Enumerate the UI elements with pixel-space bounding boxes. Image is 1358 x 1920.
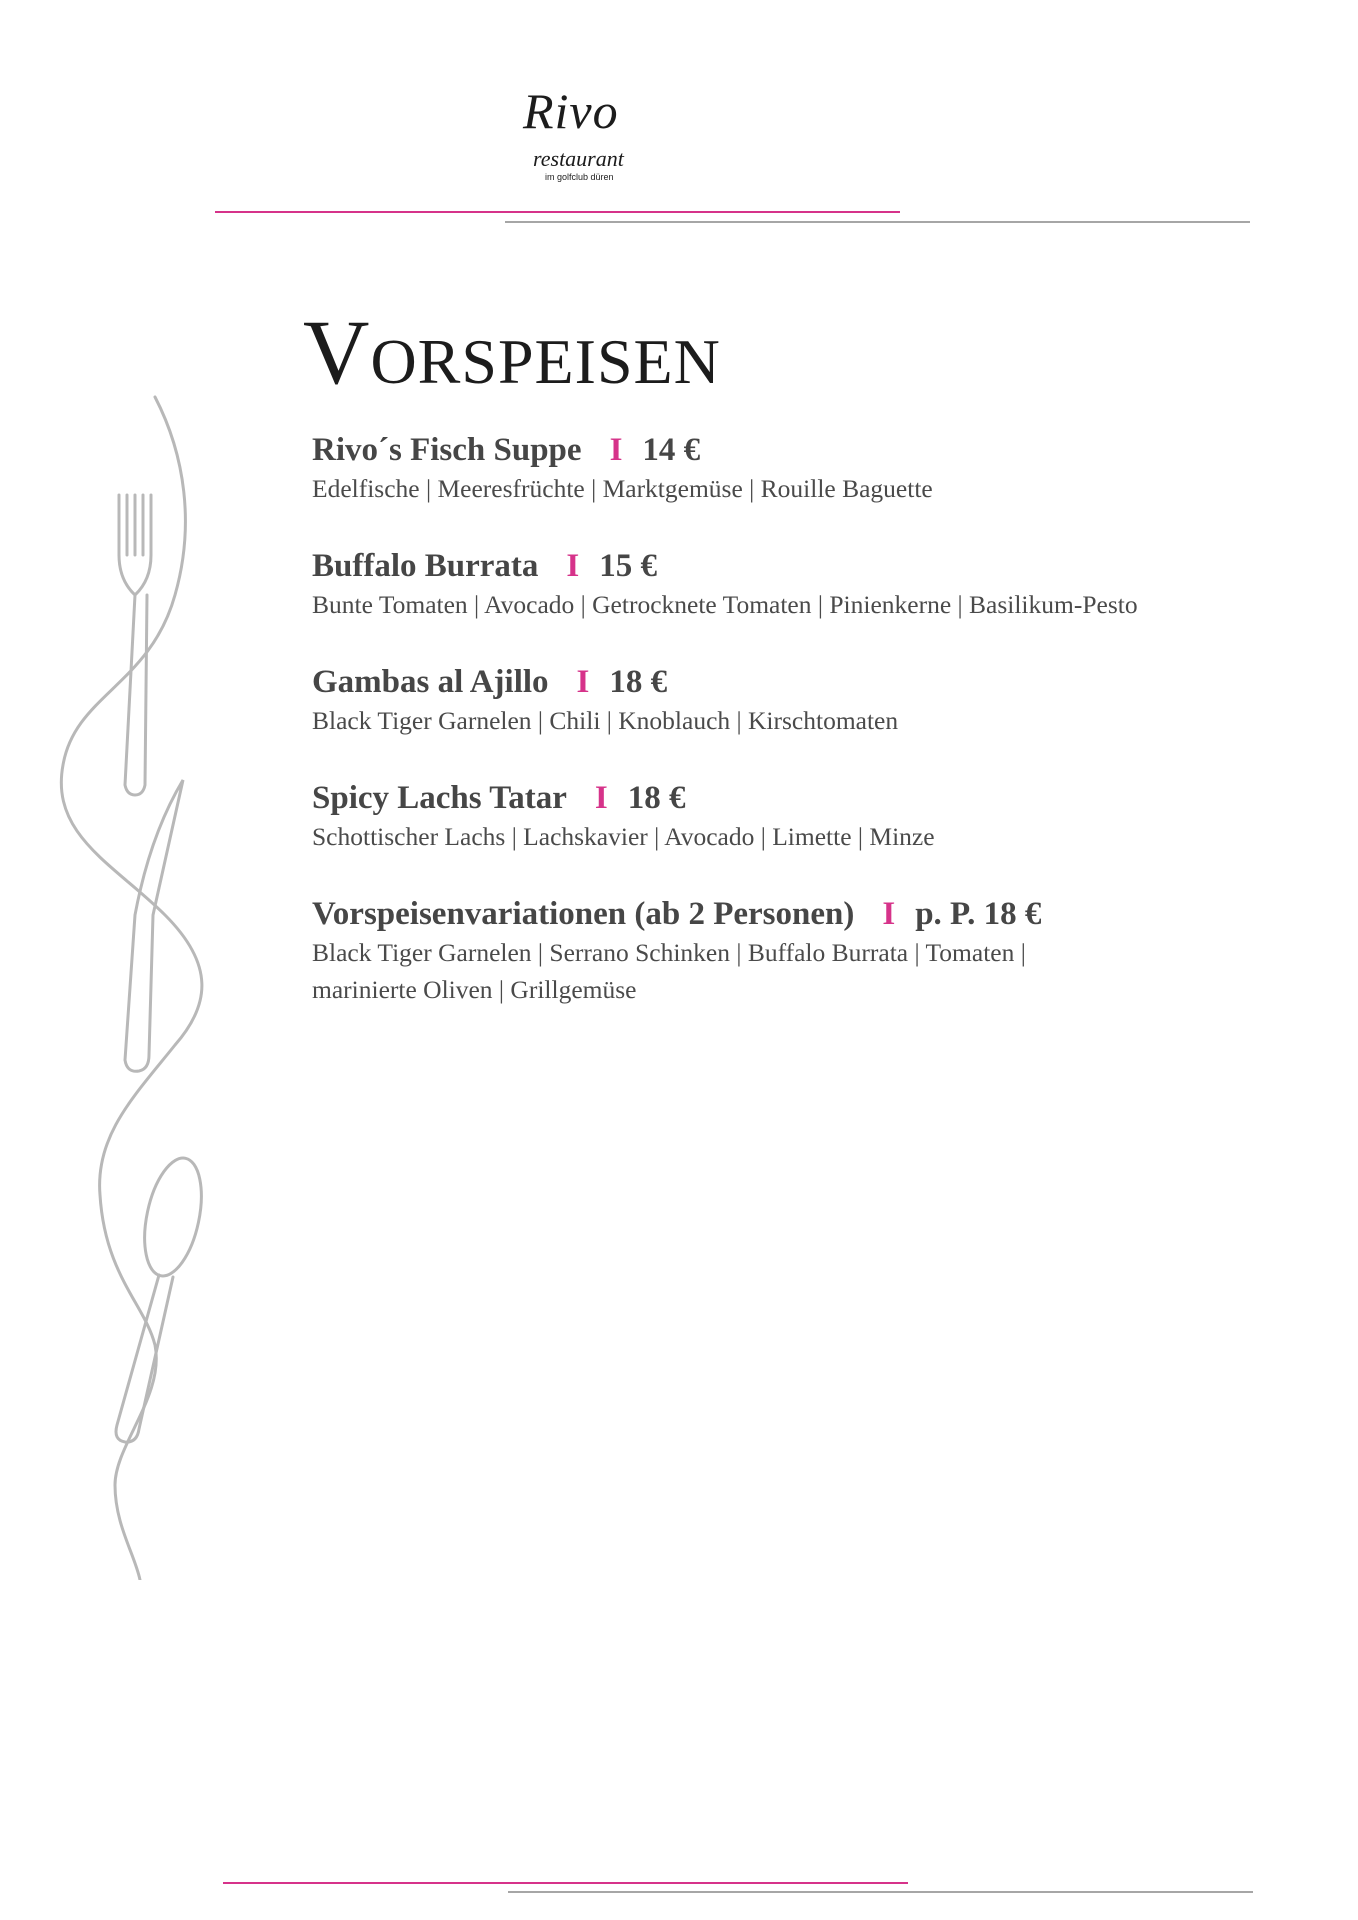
menu-item — [312, 430, 1252, 507]
price-separator: I — [882, 896, 896, 932]
menu-item — [312, 662, 1252, 739]
price-separator: I — [566, 548, 580, 584]
dish-price: p. P. 18 € — [915, 896, 1042, 932]
menu-item-title — [312, 430, 1252, 470]
menu-item — [312, 778, 1252, 855]
top-rule-accent — [215, 211, 900, 213]
dish-price: 15 € — [599, 548, 658, 584]
dish-name: Rivo´s Fisch Suppe — [312, 432, 582, 468]
dish-description: Black Tiger Garnelen | Serrano Schinken | Buffalo Burrata | Tomaten | marinierte Oliven | Grillgemüse — [312, 938, 1026, 1004]
menu-list — [312, 430, 1252, 1047]
dish-description: Schottischer Lachs | Lachskavier | Avocado | Limette | Minze — [312, 822, 935, 851]
price-separator: I — [609, 432, 623, 468]
dish-price: 18 € — [609, 664, 668, 700]
section-title: Vorspeisen — [303, 301, 721, 403]
menu-item — [312, 546, 1252, 623]
dish-name: Spicy Lachs Tatar — [312, 780, 567, 816]
dish-price: 14 € — [642, 432, 701, 468]
logo-subtitle: restaurant — [533, 146, 624, 171]
bottom-rule-grey — [508, 1891, 1253, 1893]
dish-name: Buffalo Burrata — [312, 548, 539, 584]
price-separator: I — [594, 780, 608, 816]
dish-price: 18 € — [627, 780, 686, 816]
dish-description: Bunte Tomaten | Avocado | Getrocknete Tomaten | Pinienkerne | Basilikum-Pesto — [312, 590, 1138, 619]
cutlery-illustration-icon — [55, 395, 215, 1580]
price-separator: I — [576, 664, 590, 700]
menu-item-title — [312, 778, 1252, 818]
menu-item-title — [312, 546, 1252, 586]
bottom-rule-accent — [223, 1882, 908, 1884]
dish-description: Edelfische | Meeresfrüchte | Marktgemüse | Rouille Baguette — [312, 474, 933, 503]
menu-item-title — [312, 894, 1252, 934]
logo-tagline: im golfclub düren — [545, 172, 614, 182]
menu-item-title — [312, 662, 1252, 702]
dish-description: Black Tiger Garnelen | Chili | Knoblauch | Kirschtomaten — [312, 706, 899, 735]
restaurant-logo — [515, 83, 647, 188]
logo-wordmark: Rivo — [523, 83, 619, 139]
top-rule-grey — [505, 221, 1250, 223]
dish-name: Gambas al Ajillo — [312, 664, 549, 700]
dish-name: Vorspeisenvariationen (ab 2 Personen) — [312, 896, 855, 932]
menu-item — [312, 894, 1252, 1008]
